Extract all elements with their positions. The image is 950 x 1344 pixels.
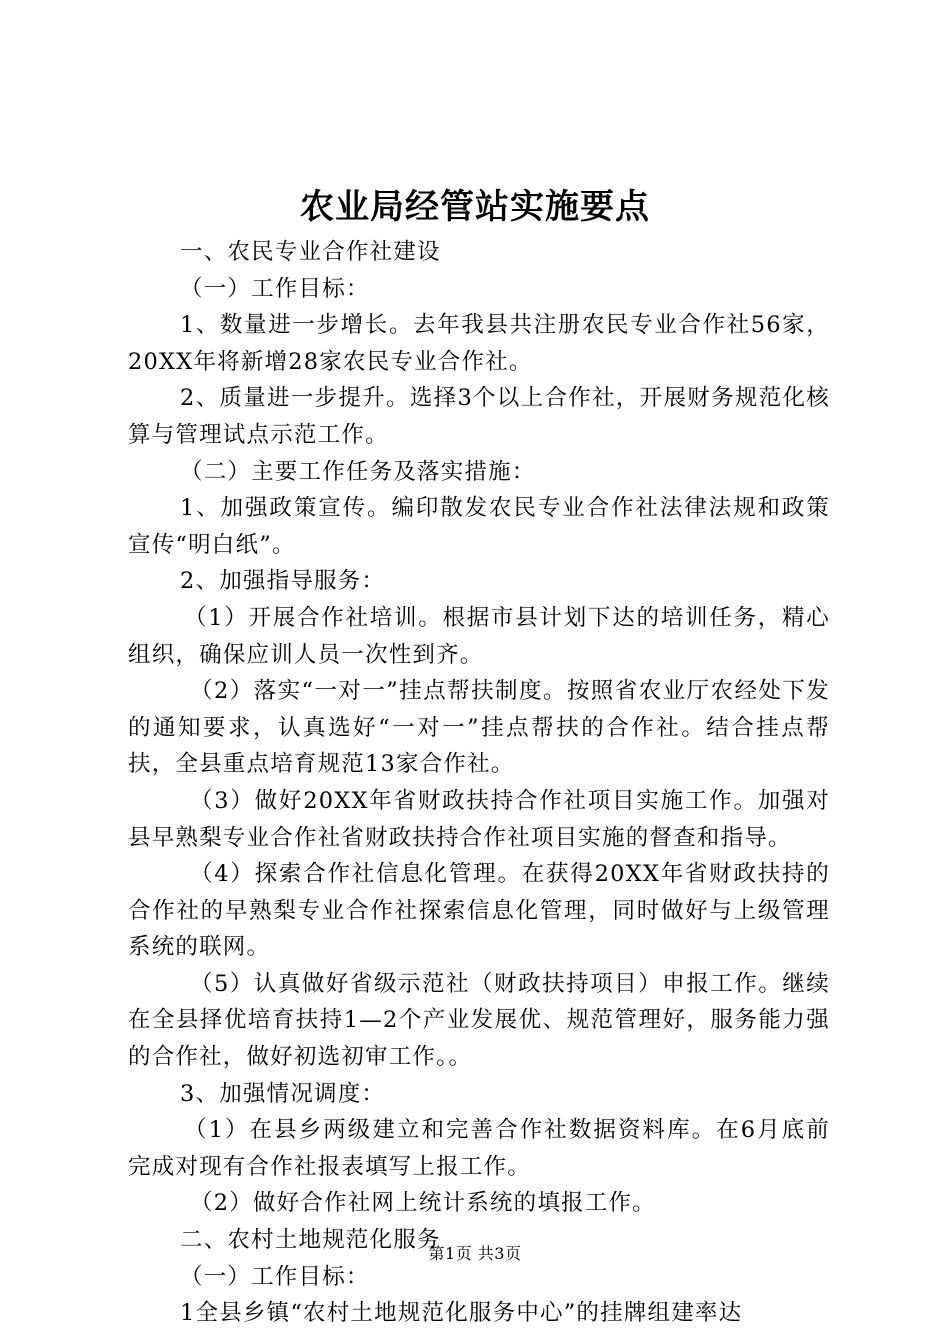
- subsection-heading: （二）主要工作任务及落实措施：: [180, 458, 536, 485]
- paragraph: （1）开展合作社培训。根据市县计划下达的培训任务，精心组织，确保应训人员一次性到齐。: [128, 604, 830, 668]
- paragraph: （2）做好合作社网上统计系统的填报工作。: [190, 1190, 656, 1217]
- section-heading: 一、农民专业合作社建设: [180, 239, 441, 265]
- paragraph: （3）做好20XX年省财政扶持合作社项目实施工作。加强对县早熟梨专业合作社省财政扶持合作社项目实施的督查和指导。: [128, 787, 830, 851]
- paragraph: 2、加强指导服务：: [180, 568, 386, 595]
- paragraph: 3、加强情况调度：: [180, 1080, 386, 1107]
- document-title: 农业局经管站实施要点: [300, 187, 650, 227]
- subsection-heading: （一）工作目标：: [180, 275, 370, 302]
- subsection-heading: （一）工作目标：: [180, 1263, 370, 1290]
- paragraph: 2、质量进一步提升。选择3个以上合作社，开展财务规范化核算与管理试点示范工作。: [128, 385, 830, 448]
- paragraph: （2）落实“一对一”挂点帮扶制度。按照省农业厅农经处下发的通知要求，认真选好“一对一”挂点帮扶的合作社。结合挂点帮扶，全县重点培育规范13家合作社。: [128, 678, 830, 778]
- page-footer: 第1页 共3页: [428, 1244, 522, 1263]
- paragraph: （1）在县乡两级建立和完善合作社数据资料库。在6月底前完成对现有合作社报表填写上报工作。: [128, 1117, 830, 1180]
- section-heading: 二、农村土地规范化服务: [180, 1227, 441, 1254]
- paragraph: 1、加强政策宣传。编印散发农民专业合作社法律法规和政策宣传“明白纸”。: [128, 495, 830, 558]
- paragraph: 1、数量进一步增长。去年我县共注册农民专业合作社56家，20XX年将新增28家农民专业合作社。: [128, 312, 830, 375]
- paragraph: （5）认真做好省级示范社（财政扶持项目）申报工作。继续在全县择优培育扶持1—2个产业发展优、规范管理好，服务能力强的合作社，做好初选初审工作。。: [128, 970, 830, 1071]
- paragraph: （4）探索合作社信息化管理。在获得20XX年省财政扶持的合作社的早熟梨专业合作社探索信息化管理，同时做好与上级管理系统的联网。: [128, 861, 830, 961]
- paragraph: 1全县乡镇“农村土地规范化服务中心”的挂牌组建率达: [180, 1300, 743, 1327]
- document-body: [128, 234, 830, 1332]
